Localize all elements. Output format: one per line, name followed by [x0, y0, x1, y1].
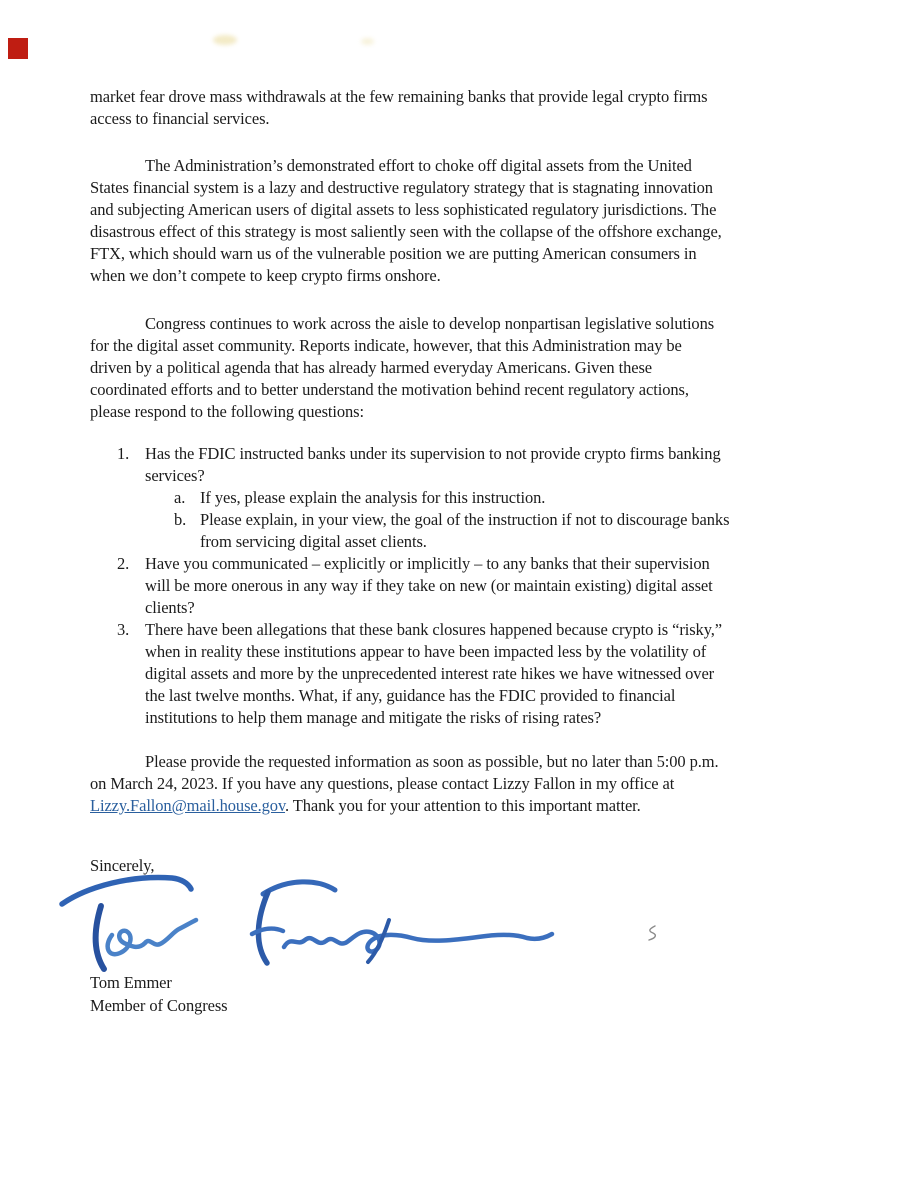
sublist-marker: a.: [174, 488, 186, 507]
paragraph-congress-efforts: [90, 313, 880, 423]
scan-smudge: [361, 38, 374, 45]
signature-stroke: [96, 906, 104, 969]
list-marker: 3.: [117, 620, 130, 639]
sender-name: Tom Emmer: [90, 973, 172, 992]
text-line: Have you communicated – explicitly or implicitly – to any banks that their supervision 2.: [117, 554, 710, 573]
text-line: The Administration’s demonstrated effort to choke off digital assets from the United: [145, 156, 692, 175]
text-line: If yes, please explain the analysis for this instruction. a.: [174, 488, 546, 507]
text-line: services?: [145, 466, 205, 485]
sublist-marker: b.: [174, 510, 187, 529]
signature-block: [90, 971, 880, 1017]
stray-mark: [649, 926, 655, 940]
text-line: market fear drove mass withdrawals at the few remaining banks that provide legal crypto firms: [90, 87, 708, 106]
text-line: will be more onerous in any way if they take on new (or maintain existing) digital asset: [145, 576, 713, 595]
text-line: when in reality these institutions appear to have been impacted less by the volatility of: [145, 642, 707, 661]
text-line: and subjecting American users of digital assets to less sophisticated regulatory jurisdictions. The: [90, 200, 717, 219]
closing-salutation: [90, 855, 880, 877]
text-line: Has the FDIC instructed banks under its supervision to not provide crypto firms banking 1.: [117, 444, 721, 463]
text-line: States financial system is a lazy and destructive regulatory strategy that is stagnating innovation: [90, 178, 713, 197]
text-line: FTX, which should warn us of the vulnerable position we are putting American consumers in: [90, 244, 697, 263]
sender-title: Member of Congress: [90, 996, 228, 1015]
paragraph-deadline-contact: [90, 751, 880, 817]
text-line: disastrous effect of this strategy is most saliently seen with the collapse of the offshore exchange,: [90, 222, 722, 241]
text-run: . Thank you for your attention to this important matter.: [285, 796, 641, 815]
text-line: institutions to help them manage and mitigate the risks of rising rates?: [145, 708, 602, 727]
text-line: Sincerely,: [90, 856, 155, 875]
text-line: Please explain, in your view, the goal of the instruction if not to discourage banks b.: [174, 510, 730, 529]
text-line: Please provide the requested information as soon as possible, but no later than 5:00 p.m.: [145, 752, 719, 771]
signature-stroke: [368, 920, 389, 962]
list-marker: 2.: [117, 554, 130, 573]
numbered-question-list: [90, 443, 880, 729]
signature-stroke: [252, 929, 283, 934]
text-line: clients?: [145, 598, 195, 617]
text-line: coordinated efforts and to better understand the motivation behind recent regulatory actions,: [90, 380, 689, 399]
text-line: There have been allegations that these bank closures happened because crypto is “risky,” 3.: [117, 620, 723, 639]
text-line: on March 24, 2023. If you have any questions, please contact Lizzy Fallon in my office at: [90, 774, 675, 793]
text-line: for the digital asset community. Reports indicate, however, that this Administration may be: [90, 336, 682, 355]
signature-stroke: [108, 920, 196, 954]
email-link[interactable]: Lizzy.Fallon@mail.house.gov: [90, 796, 286, 815]
text-line: when we don’t compete to keep crypto firms onshore.: [90, 266, 441, 285]
text-line: Congress continues to work across the aisle to develop nonpartisan legislative solutions: [145, 314, 715, 333]
text-line: digital assets and more by the unprecedented interest rate hikes we have witnessed over: [145, 664, 715, 683]
scan-smudge: [213, 35, 237, 45]
signature-stroke: [62, 878, 191, 904]
text-line: the last twelve months. What, if any, guidance has the FDIC provided to financial: [145, 686, 676, 705]
text-line: access to financial services.: [90, 109, 270, 128]
red-scan-mark: [8, 38, 28, 59]
signature-stroke: [284, 932, 552, 952]
text-line: please respond to the following questions:: [90, 402, 364, 421]
signature-stroke: [258, 892, 268, 963]
list-marker: 1.: [117, 444, 130, 463]
paragraph-intro-continuation: [90, 86, 880, 130]
text-line: from servicing digital asset clients.: [200, 532, 427, 551]
paragraph-administration-effort: [90, 155, 880, 287]
signature-stroke: [263, 882, 335, 894]
text-line: [90, 795, 880, 817]
text-line: driven by a political agenda that has already harmed everyday Americans. Given these: [90, 358, 653, 377]
